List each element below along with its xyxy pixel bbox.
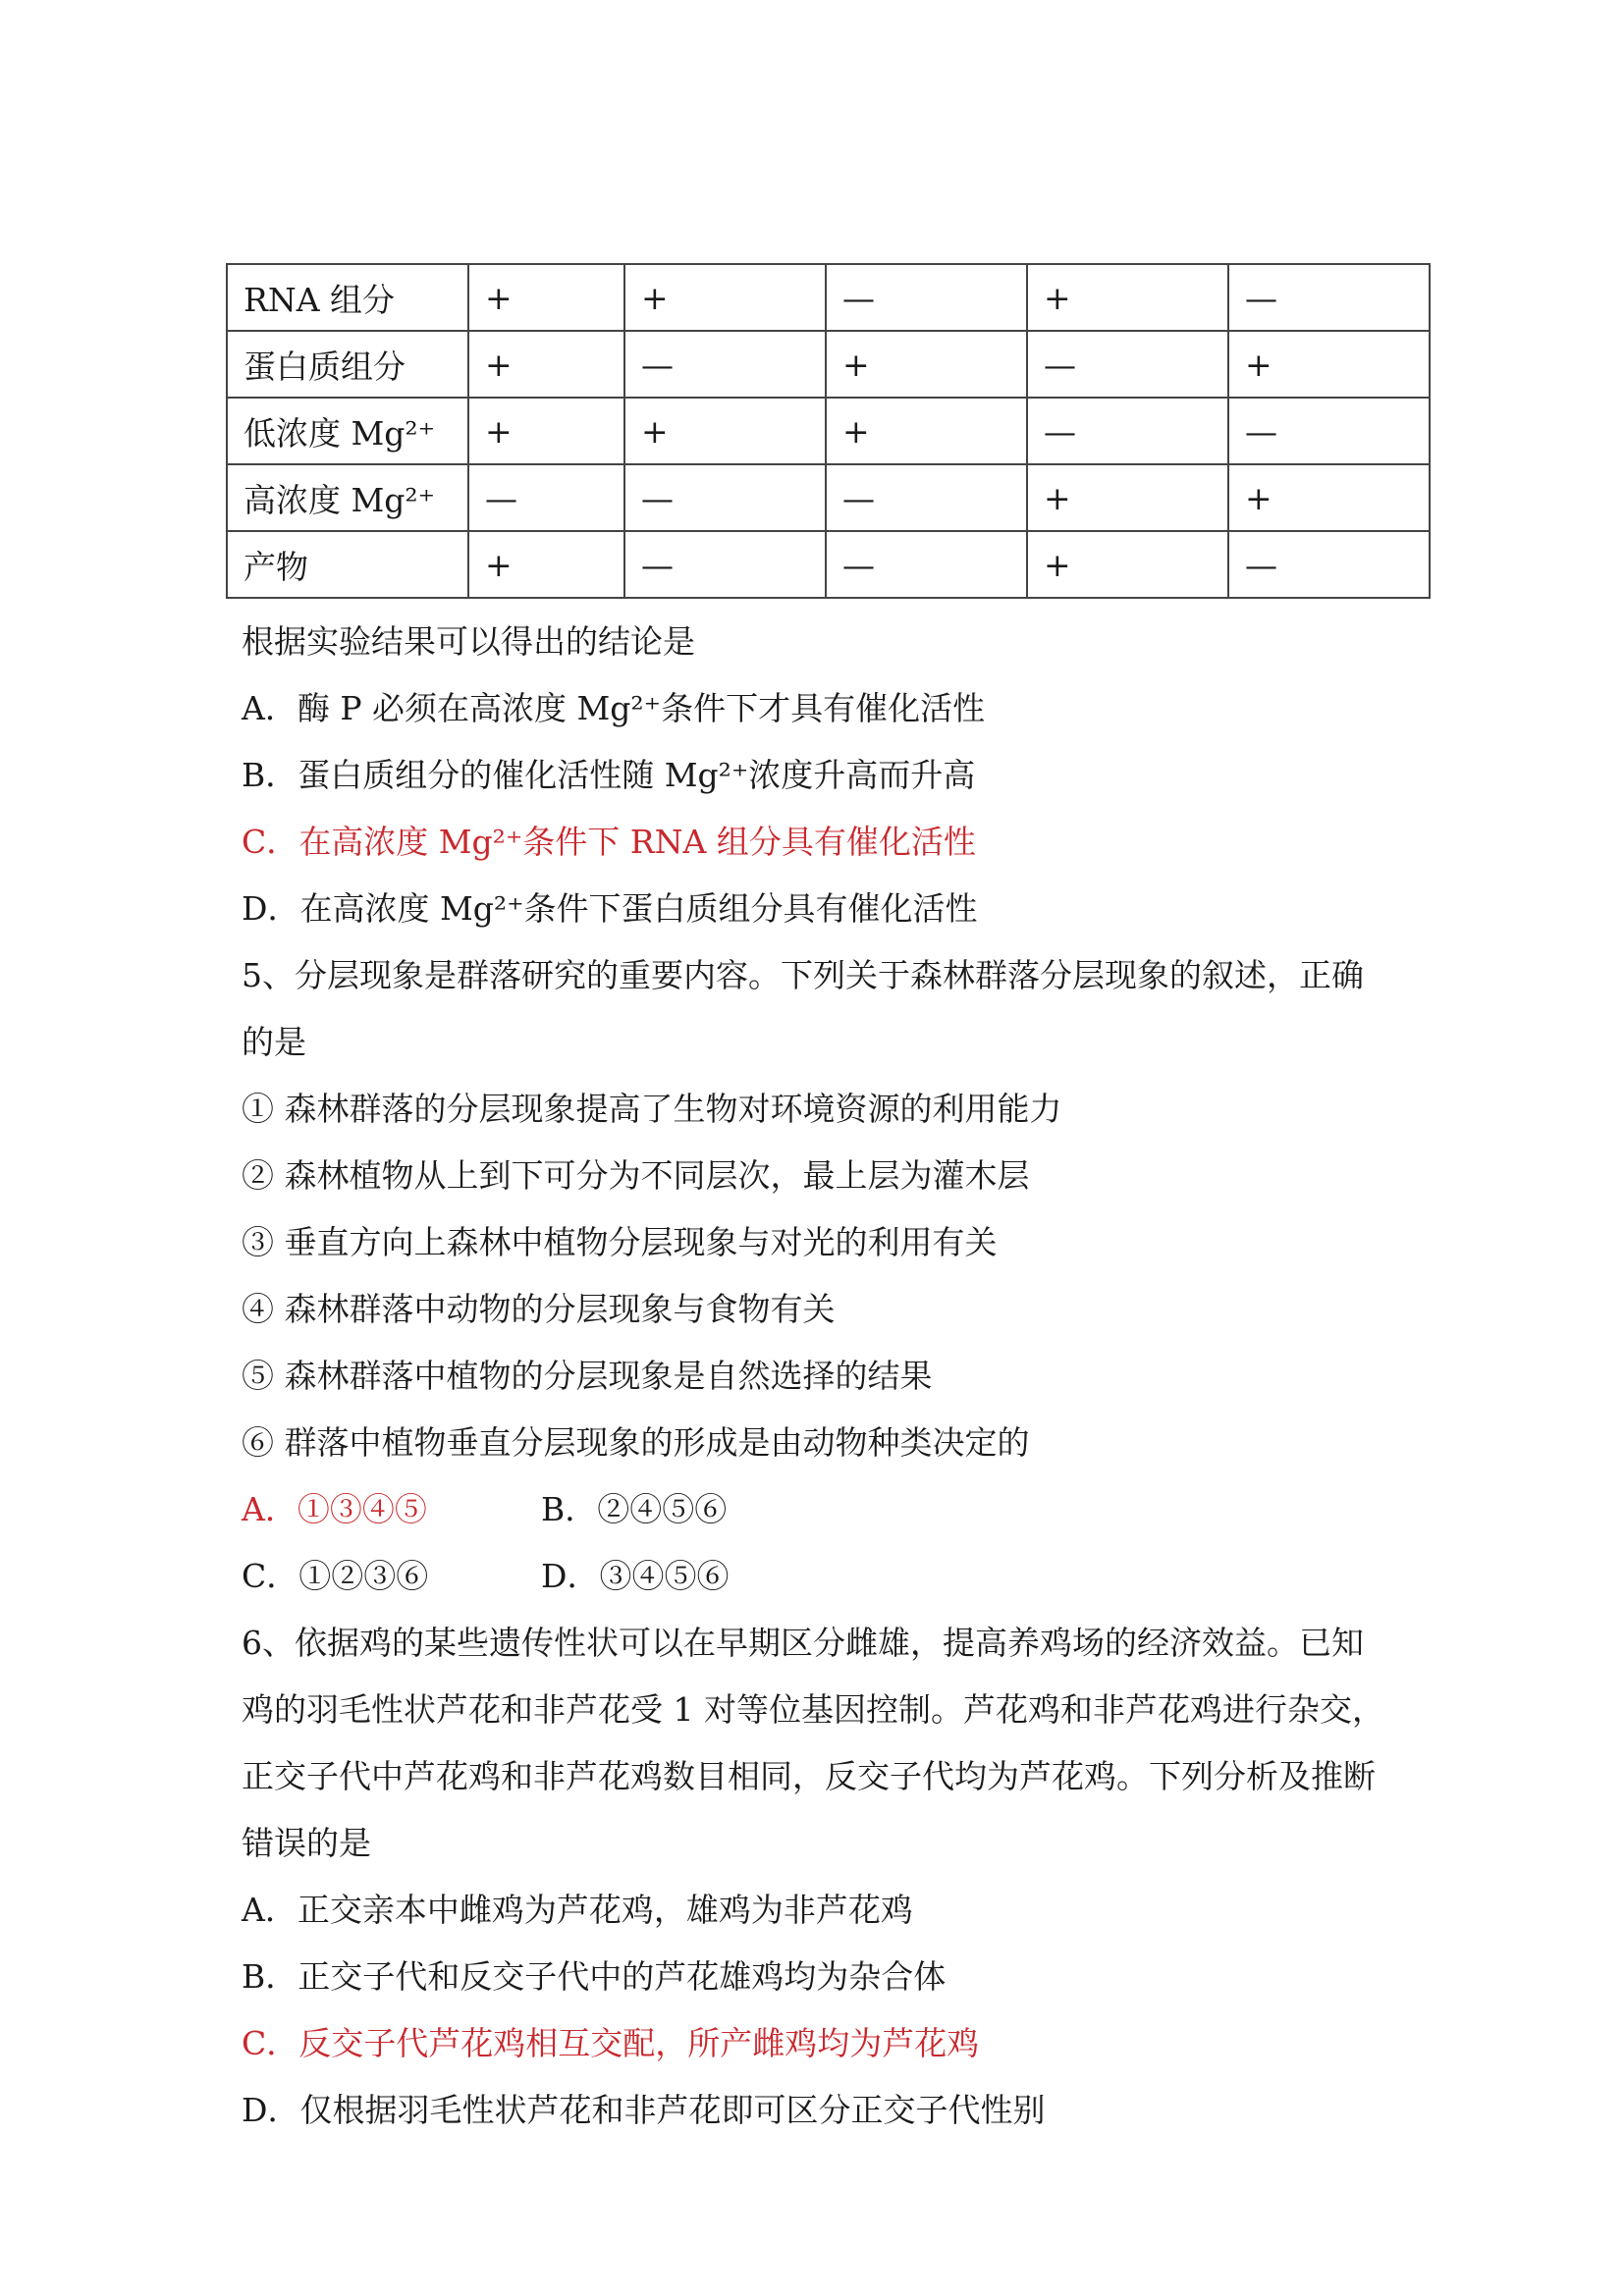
table-cell: + [468, 331, 624, 398]
q5-option-d: D．③④⑤⑥ [541, 1557, 730, 1595]
table-cell: — [1228, 264, 1430, 331]
q6-option-b: B．正交子代和反交子代中的芦花雄鸡均为杂合体 [242, 1957, 947, 1996]
q4-option-c-answer: C．在高浓度 Mg²⁺条件下 RNA 组分具有催化活性 [242, 823, 976, 861]
q5-item-2: ② 森林植物从上到下可分为不同层次，最上层为灌木层 [242, 1156, 1030, 1195]
table-cell: — [826, 531, 1027, 598]
table-cell: — [826, 464, 1027, 531]
row-label: 蛋白质组分 [227, 331, 468, 398]
table-cell: + [468, 531, 624, 598]
q6-option-d: D．仅根据羽毛性状芦花和非芦花即可区分正交子代性别 [242, 2091, 1046, 2129]
q4-option-a: A．酶 P 必须在高浓度 Mg²⁺条件下才具有催化活性 [242, 689, 986, 727]
q5-stem-cont: 的是 [242, 1023, 306, 1061]
table-cell: + [1228, 464, 1430, 531]
experiment-table [226, 263, 1431, 599]
table-cell: — [1027, 331, 1228, 398]
q5-stem: 5、分层现象是群落研究的重要内容。下列关于森林群落分层现象的叙述，正确 [242, 956, 1364, 994]
q6-stem-2: 鸡的羽毛性状芦花和非芦花受 1 对等位基因控制。芦花鸡和非芦花鸡进行杂交， [242, 1690, 1384, 1729]
q5-options-cd [242, 1543, 1459, 1610]
table-cell: — [1228, 531, 1430, 598]
row-label: 产物 [227, 531, 468, 598]
table-cell: + [468, 398, 624, 464]
table-cell: — [826, 264, 1027, 331]
q4-stem: 根据实验结果可以得出的结论是 [242, 622, 695, 661]
table-cell: + [468, 264, 624, 331]
table-cell: + [1027, 264, 1228, 331]
table-cell: + [826, 398, 1027, 464]
q6-stem-1: 6、依据鸡的某些遗传性状可以在早期区分雌雄，提高养鸡场的经济效益。已知 [242, 1624, 1364, 1662]
q4-option-d: D．在高浓度 Mg²⁺条件下蛋白质组分具有催化活性 [242, 889, 978, 928]
table-cell: + [1027, 531, 1228, 598]
table-cell: + [1027, 464, 1228, 531]
q5-option-b: B．②④⑤⑥ [541, 1490, 728, 1528]
q5-item-5: ⑤ 森林群落中植物的分层现象是自然选择的结果 [242, 1357, 933, 1395]
q4-option-b: B．蛋白质组分的催化活性随 Mg²⁺浓度升高而升高 [242, 756, 976, 794]
table-cell: — [1228, 398, 1430, 464]
q5-item-3: ③ 垂直方向上森林中植物分层现象与对光的利用有关 [242, 1223, 998, 1261]
row-label: 高浓度 Mg²⁺ [227, 464, 468, 531]
q6-stem-3: 正交子代中芦花鸡和非芦花鸡数目相同，反交子代均为芦花鸡。下列分析及推断 [242, 1757, 1376, 1795]
q5-item-4: ④ 森林群落中动物的分层现象与食物有关 [242, 1290, 836, 1328]
row-label: 低浓度 Mg²⁺ [227, 398, 468, 464]
table-cell: + [826, 331, 1027, 398]
q5-options-ab [242, 1476, 1459, 1543]
question-body [242, 609, 1459, 2144]
table-cell: — [1027, 398, 1228, 464]
q5-item-1: ① 森林群落的分层现象提高了生物对环境资源的利用能力 [242, 1090, 1062, 1128]
q5-option-c: C．①②③⑥ [242, 1557, 429, 1595]
q5-option-a-answer: A．①③④⑤ [242, 1490, 427, 1528]
table-cell: — [624, 464, 826, 531]
q6-stem-4: 错误的是 [242, 1824, 371, 1862]
table-cell: + [1228, 331, 1430, 398]
table-row [227, 398, 1430, 464]
q6-option-a: A．正交亲本中雌鸡为芦花鸡，雄鸡为非芦花鸡 [242, 1891, 913, 1929]
table-row [227, 331, 1430, 398]
table-cell: — [468, 464, 624, 531]
table-row [227, 531, 1430, 598]
table-row [227, 264, 1430, 331]
row-label: RNA 组分 [227, 264, 468, 331]
table-cell: — [624, 531, 826, 598]
q5-item-6: ⑥ 群落中植物垂直分层现象的形成是由动物种类决定的 [242, 1423, 1030, 1462]
table-row [227, 464, 1430, 531]
table-cell: — [624, 331, 826, 398]
q6-option-c-answer: C．反交子代芦花鸡相互交配，所产雌鸡均为芦花鸡 [242, 2024, 980, 2062]
table-cell: + [624, 398, 826, 464]
table-cell: + [624, 264, 826, 331]
